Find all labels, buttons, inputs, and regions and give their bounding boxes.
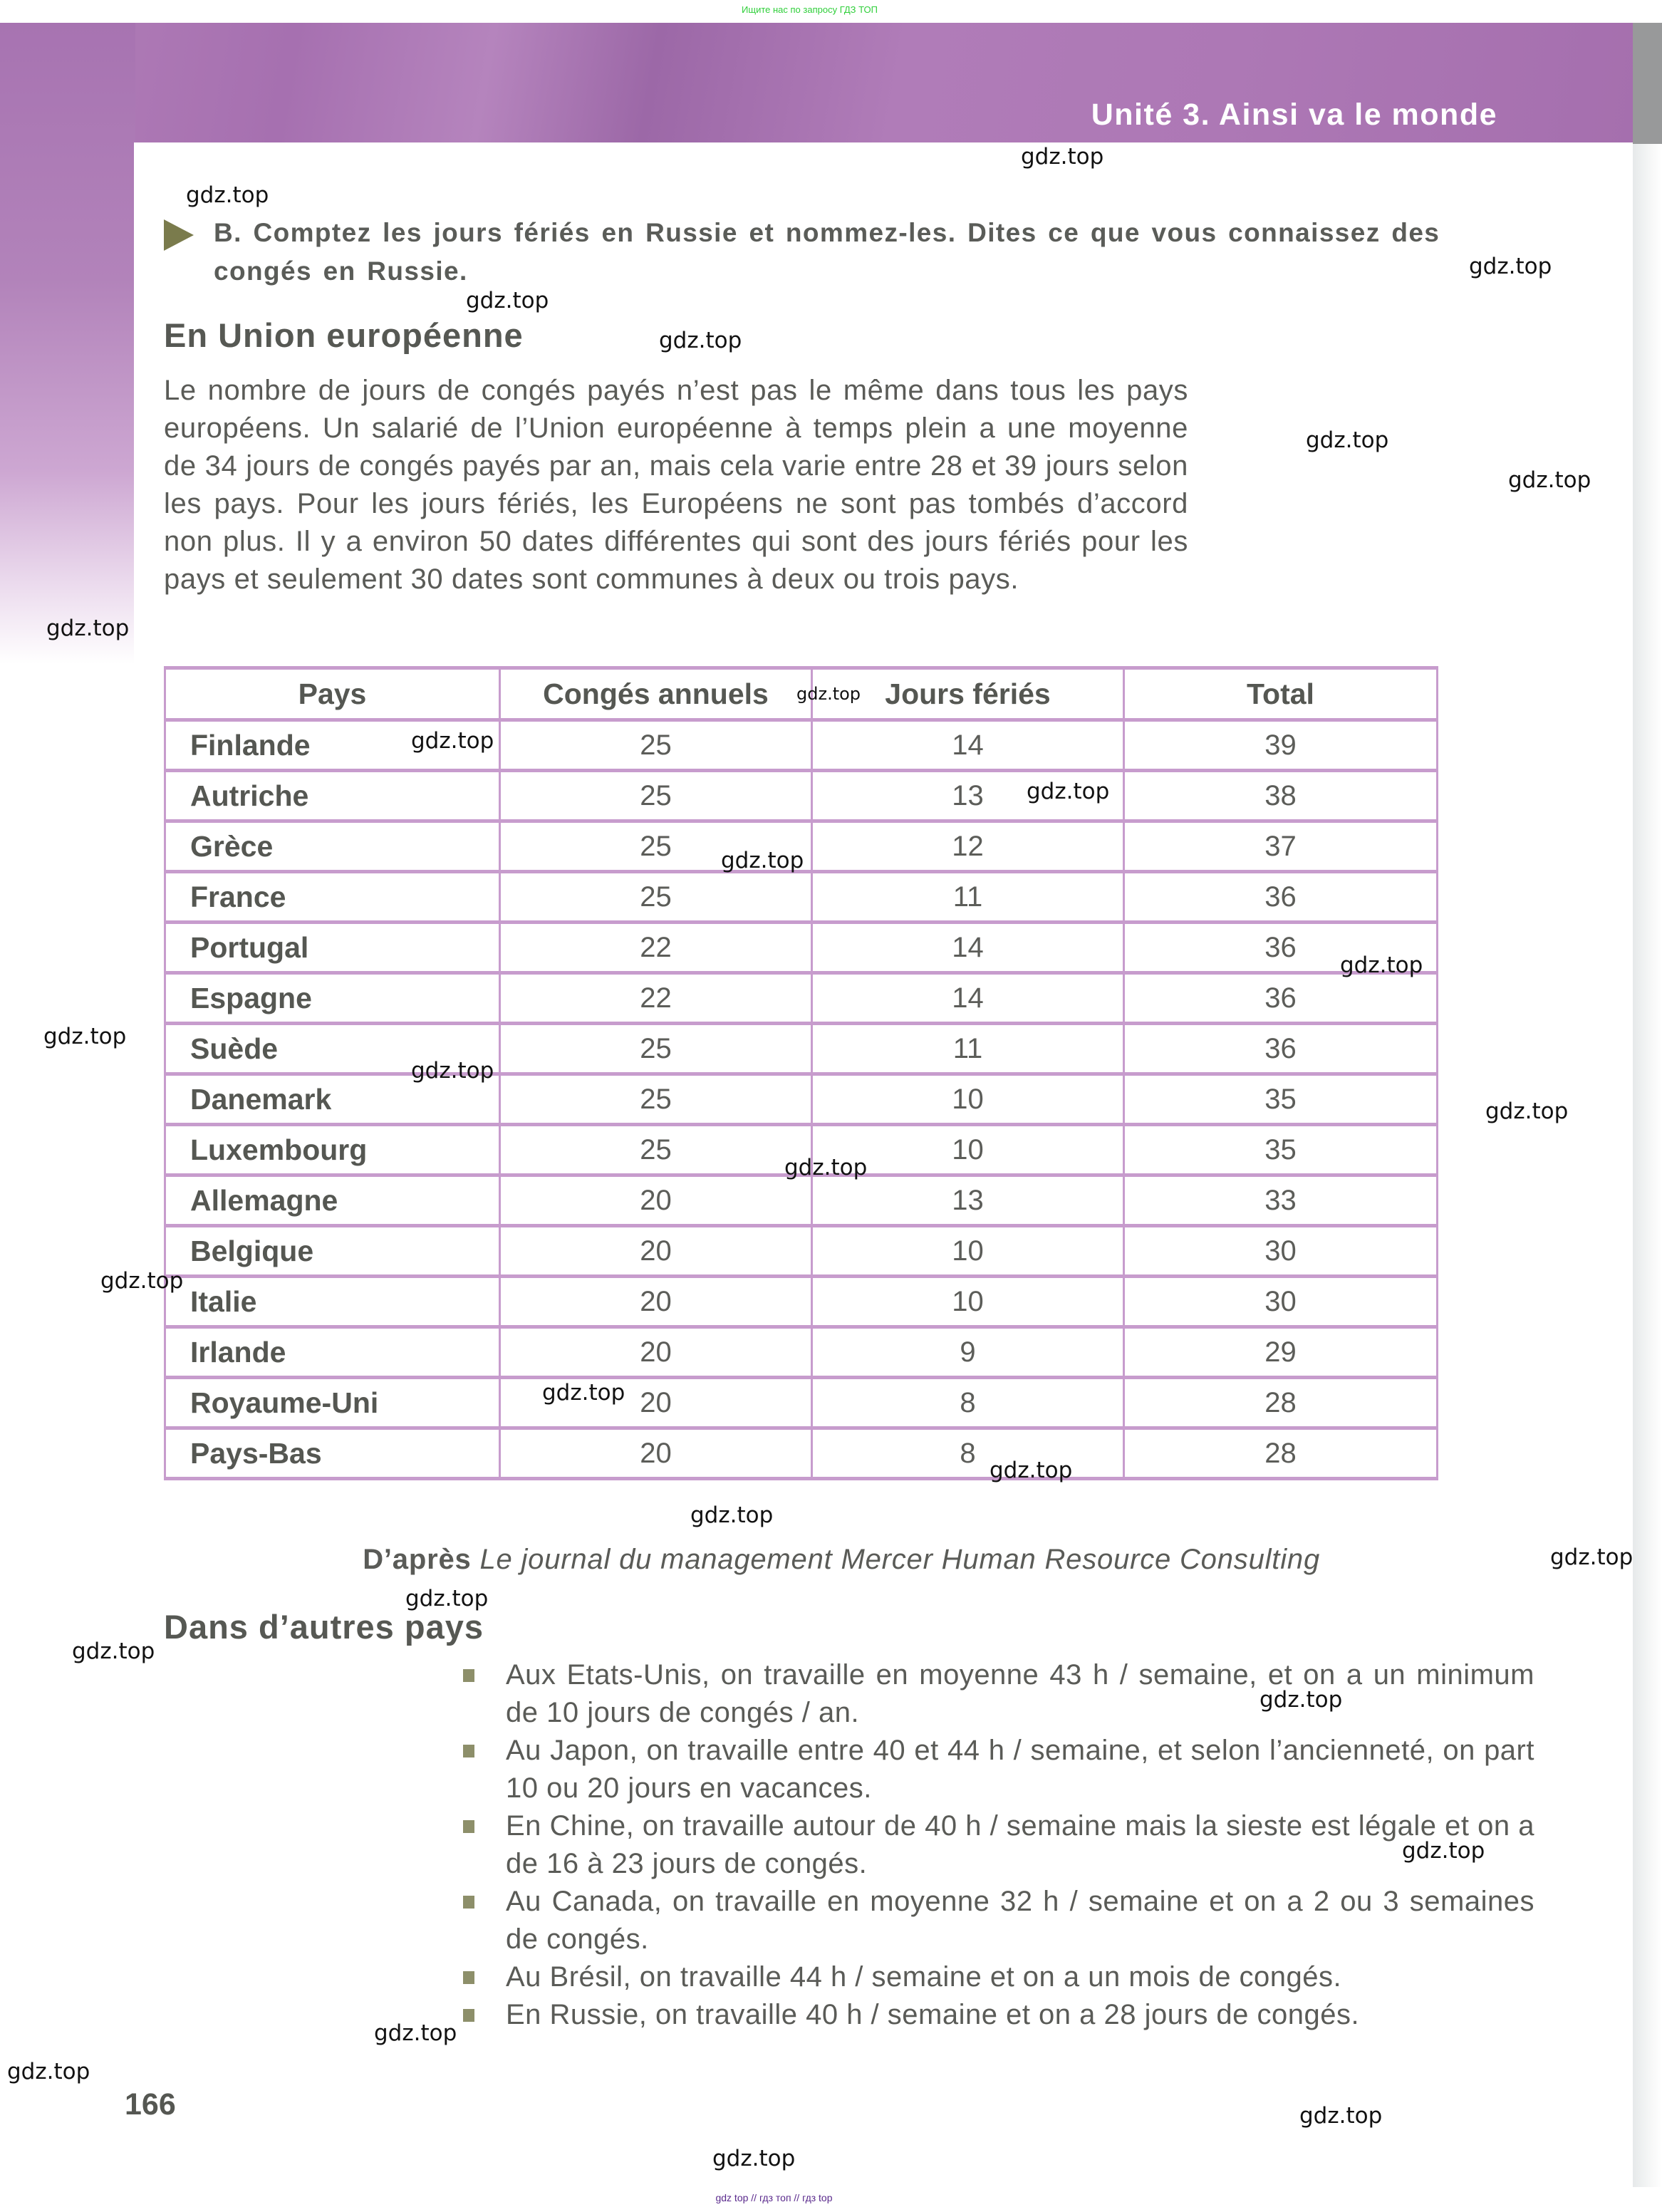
cell-country: Pays-Bas bbox=[165, 1428, 500, 1479]
cell-feries: 14 bbox=[812, 720, 1124, 771]
cell-total: 30 bbox=[1124, 1277, 1438, 1327]
cell-country: Belgique bbox=[165, 1226, 500, 1277]
list-item-text: Au Brésil, on travaille 44 h / semaine et on a un mois de congés. bbox=[506, 1961, 1342, 1993]
task-text: B. Comptez les jours fériés en Russie et nommez-les. Dites ce que vous connaissez des congés en Russie. bbox=[214, 218, 1440, 286]
cell-feries: 12 bbox=[812, 821, 1124, 872]
cell-country: Espagne bbox=[165, 973, 500, 1024]
cell-feries: 8 bbox=[812, 1378, 1124, 1428]
cell-total: 36 bbox=[1124, 1024, 1438, 1074]
table-row bbox=[165, 1074, 1438, 1125]
bullet-square-icon bbox=[463, 1669, 474, 1682]
task-instruction bbox=[164, 214, 1532, 291]
cell-total: 36 bbox=[1124, 923, 1438, 973]
cell-conges: 20 bbox=[500, 1277, 812, 1327]
table-row bbox=[165, 720, 1438, 771]
cell-country: Danemark bbox=[165, 1074, 500, 1125]
cell-total: 33 bbox=[1124, 1175, 1438, 1226]
bullet-square-icon bbox=[463, 1896, 474, 1909]
cell-country: Suède bbox=[165, 1024, 500, 1074]
cell-total: 35 bbox=[1124, 1074, 1438, 1125]
watermark: gdz.top bbox=[1469, 254, 1552, 279]
cell-country: Portugal bbox=[165, 923, 500, 973]
watermark: gdz.top bbox=[712, 2146, 796, 2171]
cell-feries: 8 bbox=[812, 1428, 1124, 1479]
cell-total: 35 bbox=[1124, 1125, 1438, 1175]
eu-paragraph: Le nombre de jours de congés payés n’est pas le même dans tous les pays européens. Un salarié de l’Union européenne à temps plein a une moyenne de 34 jours de congés payés par an, mais cela varie entre 28 et 39 jours selon les pays. Pour les jours fériés, les Européens ne sont pas tombés d’accord non plus. Il y a environ 50 dates différentes qui sont des jours fériés pour les pays et seulement 30 dates sont communes à deux ou trois pays. bbox=[164, 375, 1188, 595]
cell-conges: 25 bbox=[500, 1074, 812, 1125]
other-countries-list bbox=[463, 1656, 1534, 2034]
cell-total: 36 bbox=[1124, 872, 1438, 923]
table-row bbox=[165, 1327, 1438, 1378]
cell-conges: 20 bbox=[500, 1175, 812, 1226]
cell-feries: 14 bbox=[812, 973, 1124, 1024]
list-item bbox=[506, 1996, 1534, 2034]
bullet-square-icon bbox=[463, 1745, 474, 1757]
cell-country: Grèce bbox=[165, 821, 500, 872]
watermark: gdz.top bbox=[100, 1268, 184, 1294]
header-conges: Congés annuels bbox=[500, 668, 812, 720]
list-item bbox=[506, 1656, 1534, 1732]
source-title: Le journal du management Mercer Human Resource Consulting bbox=[479, 1544, 1320, 1575]
cell-conges: 20 bbox=[500, 1327, 812, 1378]
leave-table bbox=[164, 666, 1438, 1480]
watermark: gdz.top bbox=[721, 848, 804, 873]
watermark: gdz.top bbox=[1550, 1544, 1634, 1570]
watermark: gdz.top bbox=[405, 1586, 489, 1611]
list-item-text: En Russie, on travaille 40 h / semaine et on a 28 jours de congés. bbox=[506, 1999, 1360, 2030]
list-item-text: Aux Etats-Unis, on travaille en moyenne 43 h / semaine, et on a un minimum de 10 jours de congés / an. bbox=[506, 1659, 1534, 1728]
table-row bbox=[165, 973, 1438, 1024]
bullet-square-icon bbox=[463, 2009, 474, 2022]
list-item bbox=[506, 1807, 1534, 1883]
top-banner-text: Ищите нас по запросу ГДЗ ТОП bbox=[742, 4, 878, 15]
watermark: gdz.top bbox=[1485, 1099, 1569, 1124]
cell-country: Allemagne bbox=[165, 1175, 500, 1226]
table-row bbox=[165, 771, 1438, 821]
watermark: gdz.top bbox=[186, 182, 269, 208]
watermark: gdz.top bbox=[1508, 467, 1591, 493]
cell-conges: 25 bbox=[500, 1024, 812, 1074]
watermark: gdz.top bbox=[1260, 1687, 1343, 1713]
bottom-banner-text: gdz top // гдз топ // гдз top bbox=[715, 2192, 833, 2203]
top-banner bbox=[0, 0, 1662, 23]
watermark: gdz.top bbox=[374, 2020, 457, 2046]
cell-feries: 9 bbox=[812, 1327, 1124, 1378]
watermark: gdz.top bbox=[659, 328, 742, 353]
cell-country: Italie bbox=[165, 1277, 500, 1327]
cell-conges: 22 bbox=[500, 923, 812, 973]
watermark: gdz.top bbox=[43, 1024, 127, 1049]
table-row bbox=[165, 923, 1438, 973]
cell-feries: 13 bbox=[812, 1175, 1124, 1226]
source-citation bbox=[363, 1544, 1320, 1576]
cell-country: Finlande bbox=[165, 720, 500, 771]
cell-conges: 22 bbox=[500, 973, 812, 1024]
cell-total: 28 bbox=[1124, 1428, 1438, 1479]
cell-feries: 11 bbox=[812, 872, 1124, 923]
watermark: gdz.top bbox=[411, 1058, 494, 1084]
watermark: gdz.top bbox=[7, 2059, 90, 2084]
watermark: gdz.top bbox=[796, 684, 861, 704]
list-item bbox=[506, 1958, 1534, 1996]
play-arrow-icon bbox=[164, 219, 194, 251]
bottom-banner bbox=[0, 2187, 1662, 2212]
cell-feries: 10 bbox=[812, 1074, 1124, 1125]
cell-conges: 20 bbox=[500, 1226, 812, 1277]
watermark: gdz.top bbox=[784, 1155, 868, 1180]
watermark: gdz.top bbox=[690, 1502, 774, 1528]
left-decor-band bbox=[0, 23, 135, 664]
table-row bbox=[165, 1378, 1438, 1428]
cell-country: Luxembourg bbox=[165, 1125, 500, 1175]
watermark: gdz.top bbox=[1402, 1838, 1485, 1864]
section-heading-eu: En Union européenne bbox=[164, 316, 524, 354]
cell-feries: 11 bbox=[812, 1024, 1124, 1074]
table-row bbox=[165, 1428, 1438, 1479]
table-row bbox=[165, 872, 1438, 923]
cell-feries: 14 bbox=[812, 923, 1124, 973]
watermark: gdz.top bbox=[1299, 2103, 1383, 2129]
cell-feries: 10 bbox=[812, 1226, 1124, 1277]
bullet-square-icon bbox=[463, 1820, 474, 1833]
list-item bbox=[506, 1732, 1534, 1807]
page-spine-top bbox=[1633, 23, 1662, 144]
cell-total: 38 bbox=[1124, 771, 1438, 821]
list-item bbox=[506, 1883, 1534, 1958]
cell-conges: 25 bbox=[500, 771, 812, 821]
table-row bbox=[165, 1175, 1438, 1226]
page-number: 166 bbox=[125, 2087, 176, 2122]
header-total: Total bbox=[1124, 668, 1438, 720]
cell-total: 30 bbox=[1124, 1226, 1438, 1277]
watermark: gdz.top bbox=[46, 616, 130, 641]
cell-country: France bbox=[165, 872, 500, 923]
cell-conges: 25 bbox=[500, 821, 812, 872]
cell-conges: 25 bbox=[500, 720, 812, 771]
cell-feries: 10 bbox=[812, 1277, 1124, 1327]
table-row bbox=[165, 1226, 1438, 1277]
cell-feries: 13 bbox=[812, 771, 1124, 821]
header-pays: Pays bbox=[165, 668, 500, 720]
watermark: gdz.top bbox=[1027, 779, 1110, 804]
source-prefix: D’après bbox=[363, 1544, 472, 1575]
list-item-text: Au Japon, on travaille entre 40 et 44 h / semaine, et selon l’ancienneté, on part 10 ou 20 jours en vacances. bbox=[506, 1735, 1534, 1804]
list-item-text: Au Canada, on travaille en moyenne 32 h / semaine et on a 2 ou 3 semaines de congés. bbox=[506, 1886, 1534, 1955]
watermark: gdz.top bbox=[1021, 144, 1104, 170]
cell-conges: 25 bbox=[500, 872, 812, 923]
watermark: gdz.top bbox=[1340, 952, 1423, 978]
cell-conges: 20 bbox=[500, 1378, 812, 1428]
unit-title: Unité 3. Ainsi va le monde bbox=[1091, 98, 1497, 132]
section-heading-other: Dans d’autres pays bbox=[164, 1608, 484, 1646]
bullet-square-icon bbox=[463, 1971, 474, 1984]
list-item-text: En Chine, on travaille autour de 40 h / semaine mais la sieste est légale et on a de 16 à 23 jours de congés. bbox=[506, 1810, 1534, 1879]
watermark: gdz.top bbox=[411, 728, 494, 754]
watermark: gdz.top bbox=[542, 1380, 625, 1406]
watermark: gdz.top bbox=[72, 1639, 155, 1664]
header-feries: Jours fériés bbox=[812, 668, 1124, 720]
cell-total: 36 bbox=[1124, 973, 1438, 1024]
page-spine bbox=[1633, 23, 1662, 2187]
cell-country: Royaume-Uni bbox=[165, 1378, 500, 1428]
watermark: gdz.top bbox=[1306, 427, 1389, 453]
cell-feries: 10 bbox=[812, 1125, 1124, 1175]
watermark: gdz.top bbox=[990, 1458, 1073, 1483]
cell-total: 39 bbox=[1124, 720, 1438, 771]
table-row bbox=[165, 1277, 1438, 1327]
cell-total: 37 bbox=[1124, 821, 1438, 872]
cell-country: Irlande bbox=[165, 1327, 500, 1378]
cell-conges: 20 bbox=[500, 1428, 812, 1479]
cell-conges: 25 bbox=[500, 1125, 812, 1175]
cell-country: Autriche bbox=[165, 771, 500, 821]
cell-total: 29 bbox=[1124, 1327, 1438, 1378]
watermark: gdz.top bbox=[466, 288, 549, 313]
cell-total: 28 bbox=[1124, 1378, 1438, 1428]
table-row bbox=[165, 1024, 1438, 1074]
